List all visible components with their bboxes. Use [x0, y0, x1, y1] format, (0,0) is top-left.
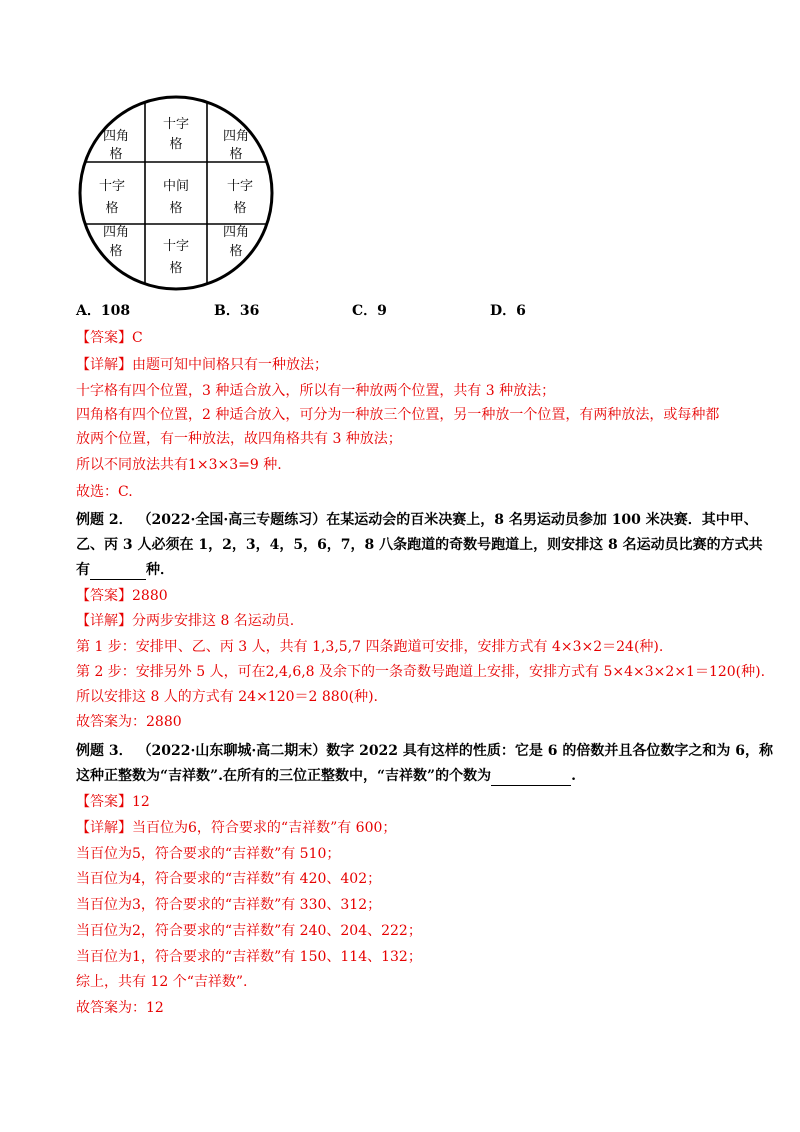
- q2-title-suffix: 种．: [146, 562, 174, 578]
- q1-detail-line: 十字格有四个位置，3 种适合放入，所以有一种放两个位置，共有 3 种放法；: [76, 383, 556, 399]
- cell-top-right-line2: 格: [229, 147, 243, 162]
- cell-bot-left-line1: 四角: [102, 225, 130, 240]
- option-a: A．108: [76, 303, 131, 319]
- q2-detail-line: 故答案为：2880: [76, 714, 182, 730]
- q2-answer-blank: [90, 565, 146, 580]
- cell-mid-left-line1: 十字: [98, 179, 126, 194]
- q1-detail-line: 【详解】由题可知中间格只有一种放法；: [76, 357, 328, 373]
- q2-title-line2: 乙、丙 3 人必须在 1，2，3，4，5，6，7，8 八条跑道的奇数号跑道上，则安排这 8 名运动员比赛的方式共: [76, 537, 763, 553]
- q3-answer: 【答案】12: [76, 794, 150, 810]
- q3-detail-line: 综上，共有 12 个“吉祥数”.: [76, 974, 248, 990]
- q1-detail-line: 四角格有四个位置，2 种适合放入，可分为一种放三个位置，另一种放一个位置，有两种放法，或每种都: [76, 407, 720, 423]
- q3-detail-line: 当百位为1，符合要求的“吉祥数”有 150、114、132；: [76, 949, 422, 965]
- cell-bot-left-line2: 格: [109, 244, 123, 259]
- q3-title-prefix: 这种正整数为“吉祥数”.在所有的三位正整数中，“吉祥数”的个数为: [76, 768, 492, 784]
- q3-detail-line: 故答案为：12: [76, 1000, 164, 1016]
- q2-title-line1: 例题 2． （2022·全国·高三专题练习）在某运动会的百米决赛上，8 名男运动员参加 100 米决赛．其中甲、: [76, 512, 758, 528]
- cell-top-left-line1: 四角: [102, 129, 130, 144]
- q3-detail-line: 当百位为5，符合要求的“吉祥数”有 510；: [76, 846, 341, 862]
- cell-mid-right-line2: 格: [233, 201, 247, 216]
- q3-title-line2: [76, 766, 576, 786]
- cell-top-right-line1: 四角: [222, 129, 250, 144]
- q3-answer-blank: [491, 771, 571, 786]
- q1-detail-line: 放两个位置，有一种放法，故四角格共有 3 种放法；: [76, 431, 402, 447]
- q2-title-prefix: 有: [76, 562, 90, 578]
- option-d: D．6: [490, 303, 526, 319]
- q2-detail-line: 所以安排这 8 人的方式有 24×120＝2 880(种).: [76, 689, 378, 705]
- option-b: B．36: [214, 303, 260, 319]
- cell-top-mid-line2: 格: [169, 137, 183, 152]
- cell-mid-right-line1: 十字: [226, 179, 254, 194]
- option-c: C．9: [352, 303, 387, 319]
- q1-answer: 【答案】C: [76, 330, 143, 346]
- cell-center-line1: 中间: [162, 179, 190, 194]
- cell-top-left-line2: 格: [109, 147, 123, 162]
- q2-answer: 【答案】2880: [76, 588, 168, 604]
- cell-bot-mid-line1: 十字: [162, 239, 190, 254]
- q2-title-line3: [76, 560, 174, 580]
- cell-top-mid-line1: 十字: [162, 117, 190, 132]
- q2-detail-line: 第 1 步：安排甲、乙、丙 3 人，共有 1,3,5,7 四条跑道可安排，安排方式有 4×3×2＝24(种).: [76, 639, 664, 655]
- q3-title-line1: 例题 3． （2022·山东聊城·高二期末）数字 2022 具有这样的性质：它是 6 的倍数并且各位数字之和为 6，称: [76, 743, 774, 759]
- q3-title-suffix: .: [571, 768, 576, 784]
- q2-detail-line: 【详解】分两步安排这 8 名运动员.: [76, 613, 295, 629]
- cell-mid-left-line2: 格: [105, 201, 119, 216]
- q3-detail-line: 【详解】当百位为6，符合要求的“吉祥数”有 600；: [76, 820, 397, 836]
- q2-detail-line: 第 2 步：安排另外 5 人，可在2,4,6,8 及余下的一条奇数号跑道上安排，安排方式有 5×4×3×2×1＝120(种).: [76, 664, 766, 680]
- q3-detail-line: 当百位为4，符合要求的“吉祥数”有 420、402；: [76, 871, 382, 887]
- q1-detail-line: 故选：C.: [76, 484, 133, 500]
- q1-detail-line: 所以不同放法共有1×3×3=9 种.: [76, 457, 282, 473]
- cell-center-line2: 格: [169, 201, 183, 216]
- cell-bot-right-line2: 格: [229, 244, 243, 259]
- q3-detail-line: 当百位为2，符合要求的“吉祥数”有 240、204、222；: [76, 923, 422, 939]
- q3-detail-line: 当百位为3，符合要求的“吉祥数”有 330、312；: [76, 897, 382, 913]
- cell-bot-mid-line2: 格: [169, 261, 183, 276]
- circle-grid-diagram: [78, 95, 274, 291]
- cell-bot-right-line1: 四角: [222, 225, 250, 240]
